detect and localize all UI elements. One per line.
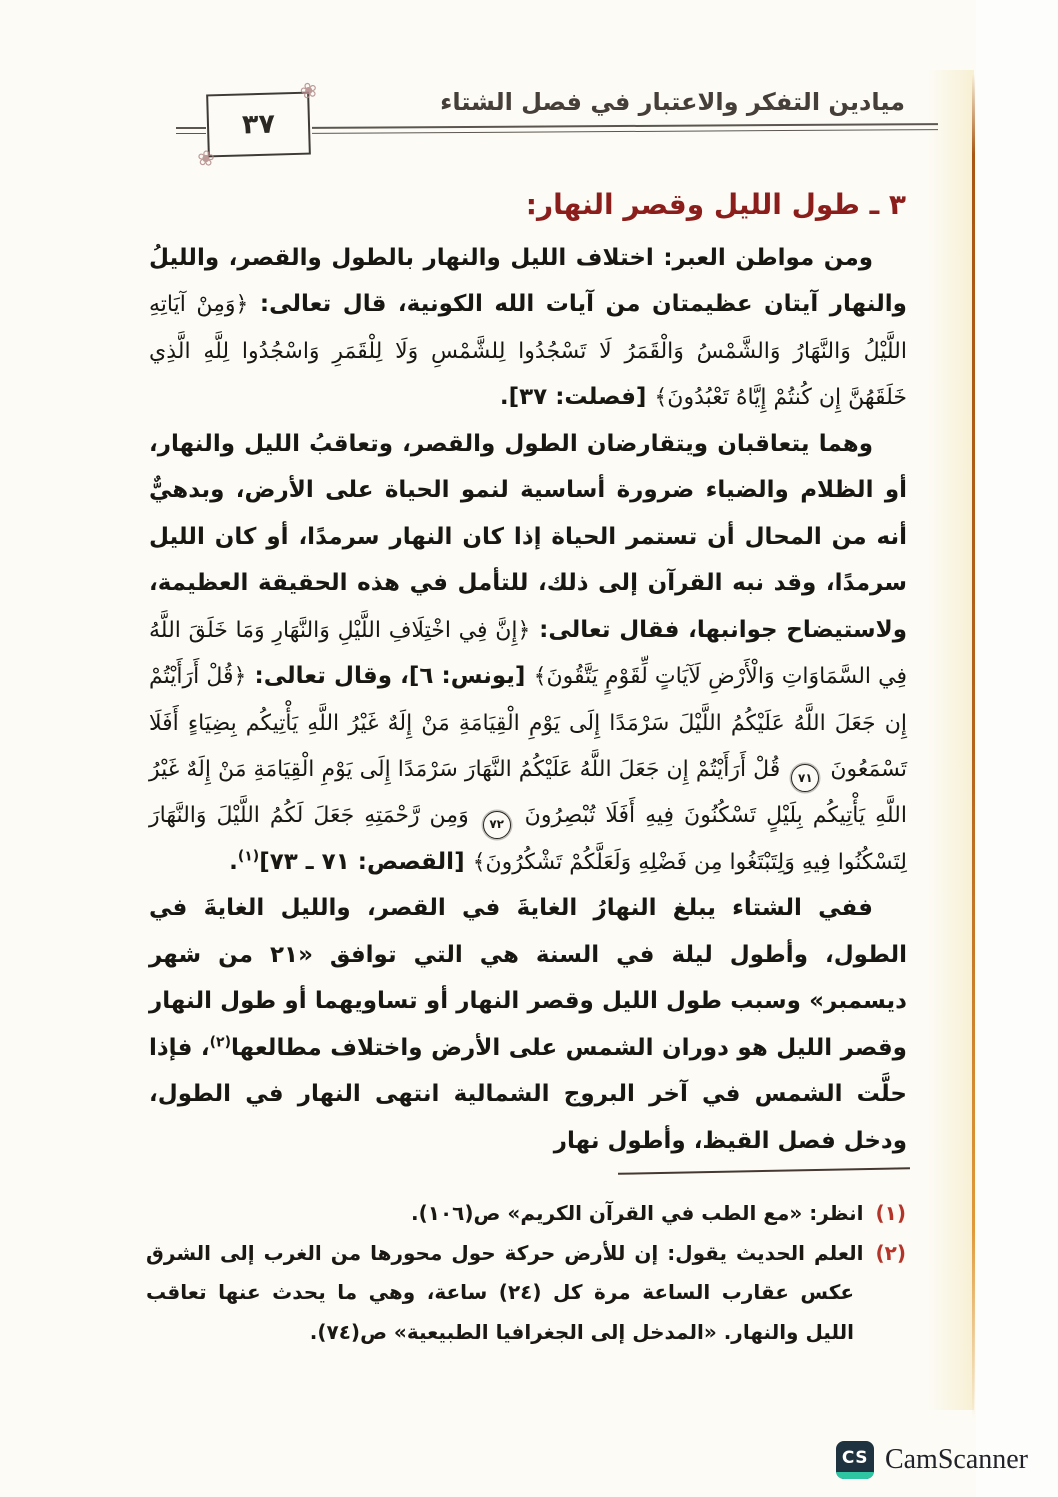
body-text-segment: ، فإذا حلَّت الشمس في آخر البروج الشمالية انتهى النهار في الطول، ودخل فصل القيظ، وأطول نهار [149,1034,907,1154]
footnotes-block [146,1194,906,1352]
body-text-segment: . [229,848,238,875]
page-number: ٣٧ [241,108,276,141]
paragraph-alternation [149,421,907,886]
camscanner-logo-icon [836,1441,874,1479]
camscanner-label: CamScanner [884,1444,1028,1475]
body-text-segment: [فصلت: ٣٧]. [499,384,655,411]
body-text-segment: [يونس: ٦]، وقال تعالى: [246,663,534,690]
cs-teal-bar [836,1472,874,1479]
quran-verse-segment: ﴿إِنَّ فِي اخْتِلَافِ اللَّيْلِ وَالنَّهَارِ وَمَا خَلَقَ اللَّهُ فِي السَّمَاوَاتِ وَالْأَرْضِ لَآيَاتٍ لِّقَوْمٍ يَتَّقُونَ﴾ [149,617,907,690]
scan-background-strip [976,0,1058,1497]
quran-verse-segment: وَمِن رَّحْمَتِهِ جَعَلَ لَكُمُ اللَّيْلَ وَالنَّهَارَ لِتَسْكُنُوا فِيهِ وَلِتَبْتَغُوا مِن فَضْلِهِ وَلَعَلَّكُمْ تَشْكُرُونَ﴾ [149,803,907,875]
body-text-segment: ومن مواطن العبر: اختلاف الليل والنهار بالطول والقصر، والليلُ والنهار آيتان عظيمتان من آيات الله الكونية، قال تعالى: [149,245,907,318]
body-text-segment: ففي الشتاء يبلغ النهارُ الغايةَ في القصر، والليل الغايةَ في الطول، وأطول ليلة في السنة هي التي توافق «٢١ من شهر ديسمبر» وسبب طول الليل وقصر النهار أو تساويهما أو طول النهار وقصر الليل هو دوران الشمس على الأرض واختلاف مطالعها [149,895,907,1061]
footnote-number: (٢) [875,1240,906,1265]
ayah-number-medallion: ٧١ [791,764,819,792]
floral-ornament-icon: ❀ [192,143,220,174]
body-text-segment: وهما يتعاقبان ويتقارضان الطول والقصر، وتعاقبُ الليل والنهار، أو الظلام والضياء ضرورة أساسية لنمو الحياة على الأرض، وبدهيٌّ أنه من المحال أن تستمر الحياة إذا كان النهار سرمدًا، أو كان الليل سرمدًا، وقد نبه القرآن إلى ذلك، للتأمل في هذه الحقيقة العظيمة، ولاستيضاح جوانبها، فقال تعالى: [149,430,907,643]
header-double-rule-right [312,123,938,134]
quran-verse-segment: ﴿قُلْ أَرَأَيْتُمْ إِن جَعَلَ اللَّهُ عَلَيْكُمُ اللَّيْلَ سَرْمَدًا إِلَى يَوْمِ الْقِيَامَةِ مَنْ إِلَهٌ غَيْرُ اللَّهِ يَأْتِيكُم بِضِيَاءٍ أَفَلَا تَسْمَعُونَ [149,664,907,782]
cs-monogram: CS [841,1447,868,1468]
camscanner-watermark [836,1441,1028,1479]
footnote-text: انظر: «مع الطب في القرآن الكريم» ص(١٠٦). [411,1201,864,1225]
body-text-segment: [القصص: ٧١ ـ ٧٣] [259,848,473,875]
footnote-reference-marker: (١) [237,848,260,865]
footnote-item [146,1194,906,1234]
footnote-item [146,1234,906,1353]
quran-verse-segment: ﴿وَمِنْ آيَاتِهِ اللَّيْلُ وَالنَّهَارُ وَالشَّمْسُ وَالْقَمَرُ لَا تَسْجُدُوا لِلشَّمْسِ وَلَا لِلْقَمَرِ وَاسْجُدُوا لِلَّهِ الَّذِي خَلَقَهُنَّ إِن كُنتُمْ إِيَّاهُ تَعْبُدُونَ﴾ [149,292,907,411]
running-header-title: ميادين التفكر والاعتبار في فصل الشتاء [440,88,905,116]
quran-verse-segment: قُلْ أَرَأَيْتُمْ إِن جَعَلَ اللَّهُ عَلَيْكُمُ النَّهَارَ سَرْمَدًا إِلَى يَوْمِ الْقِيَامَةِ مَنْ إِلَهٌ غَيْرُ اللَّهِ يَأْتِيكُم بِلَيْلٍ تَسْكُنُونَ فِيهِ أَفَلَا تُبْصِرُونَ [149,756,907,829]
header-double-rule-left [176,127,206,134]
ayah-number-medallion: ٧٢ [483,811,511,839]
footnote-separator-rule [618,1167,910,1175]
book-page-edge-line [972,74,975,1419]
page-edge-shadow [928,70,974,1410]
footnote-text: العلم الحديث يقول: إن للأرض حركة حول محورها من الغرب إلى الشرق عكس عقارب الساعة مرة كل (٢٤) ساعة، وهي ما يحدث عنها تعاقب الليل والنهار. «المدخل إلى الجغرافيا الطبيعية» ص(٧٤). [146,1240,864,1344]
page-number-box [192,76,321,174]
body-text-block [149,235,907,1164]
section-heading: ٣ ـ طول الليل وقصر النهار: [525,187,906,221]
footnote-reference-marker: (٢) [209,1034,231,1051]
paragraph-winter [149,885,907,1164]
paragraph-intro [149,235,907,421]
footnote-number: (١) [875,1201,906,1225]
floral-ornament-icon: ❀ [297,76,321,105]
